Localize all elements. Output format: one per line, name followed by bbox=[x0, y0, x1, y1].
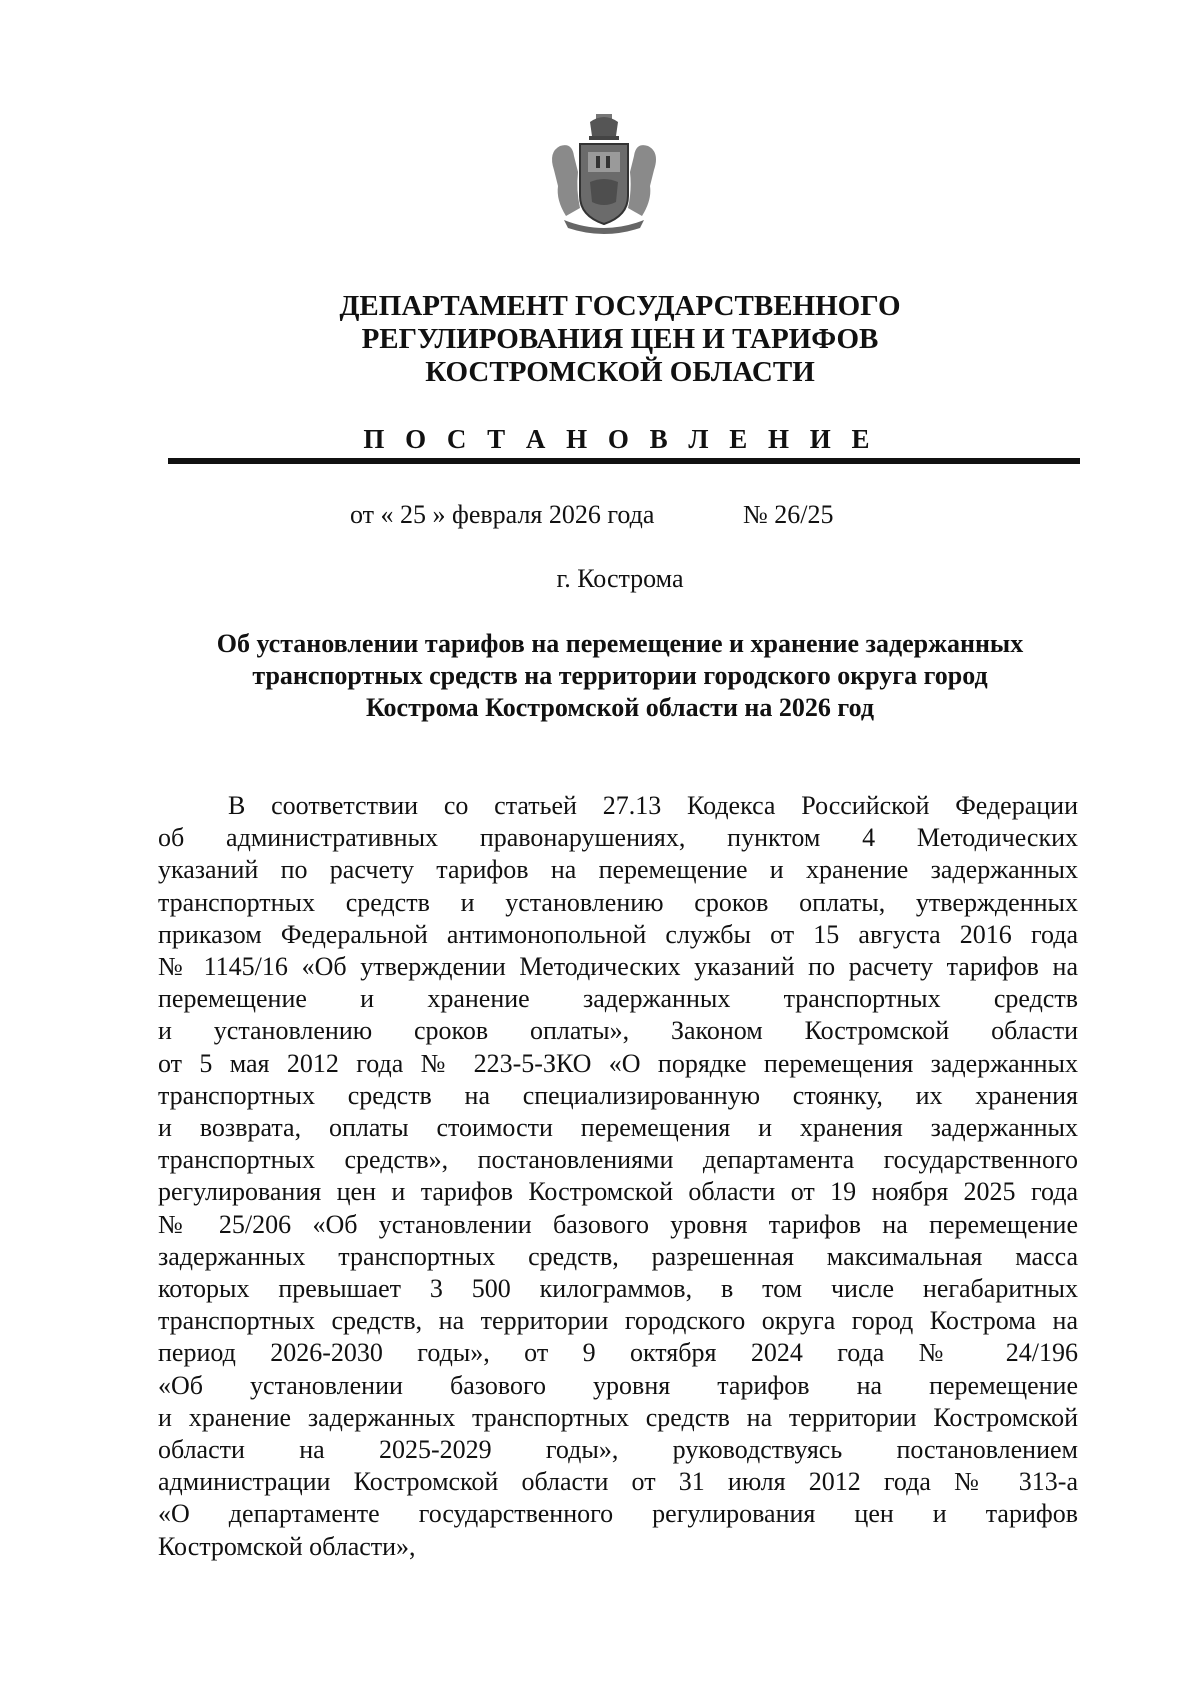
body-line: Костромской области», bbox=[158, 1531, 416, 1561]
decree-city: г. Кострома bbox=[556, 564, 684, 593]
body-line: приказом Федеральной антимонопольной службы от 15 августа 2016 года bbox=[158, 919, 1078, 949]
body-line: период 2026-2030 годы», от 9 октября 2024 года № 24/196 bbox=[158, 1338, 1078, 1368]
subject-line: транспортных средств на территории городского округа город bbox=[252, 661, 988, 690]
subject-line: Кострома Костромской области на 2026 год bbox=[366, 693, 874, 722]
body-line: транспортных средств», постановлениями департамента государственного bbox=[158, 1145, 1078, 1175]
organization-name-line-3: КОСТРОМСКОЙ ОБЛАСТИ bbox=[425, 356, 815, 388]
body-line: задержанных транспортных средств, разрешенная максимальная масса bbox=[158, 1241, 1078, 1271]
body-line: № 25/206 «Об установлении базового уровня тарифов на перемещение bbox=[158, 1209, 1078, 1239]
body-line: перемещение и хранение задержанных транспортных средств bbox=[158, 984, 1078, 1014]
body-line: транспортных средств на специализированную стоянку, их хранения bbox=[158, 1080, 1078, 1110]
body-line: от 5 мая 2012 года № 223-5-ЗКО «О порядке перемещения задержанных bbox=[158, 1048, 1078, 1078]
body-line: «Об установлении базового уровня тарифов на перемещение bbox=[158, 1370, 1078, 1400]
decree-body bbox=[158, 790, 1078, 1563]
body-line: В соответствии со статьей 27.13 Кодекса Российской Федерации bbox=[228, 791, 1078, 820]
coat-of-arms-icon bbox=[544, 112, 664, 240]
decree-date: от « 25 » февраля 2026 года bbox=[350, 500, 655, 529]
header-divider bbox=[168, 458, 1080, 464]
organization-name-line-1: ДЕПАРТАМЕНТ ГОСУДАРСТВЕННОГО bbox=[339, 290, 901, 322]
document-type-title: П О С Т А Н О В Л Е Н И Е bbox=[363, 424, 877, 454]
body-line: и установлению сроков оплаты», Законом Костромской области bbox=[158, 1016, 1078, 1046]
body-line: транспортных средств и установлению сроков оплаты, утвержденных bbox=[158, 887, 1078, 917]
body-line: и хранение задержанных транспортных средств на территории Костромской bbox=[158, 1402, 1078, 1432]
body-line: «О департаменте государственного регулирования цен и тарифов bbox=[158, 1499, 1078, 1529]
body-line: которых превышает 3 500 килограммов, в том числе негабаритных bbox=[158, 1274, 1078, 1304]
body-line: области на 2025-2029 годы», руководствуясь постановлением bbox=[158, 1435, 1078, 1465]
body-line: и возврата, оплаты стоимости перемещения и хранения задержанных bbox=[158, 1113, 1078, 1143]
body-line: транспортных средств, на территории городского округа город Кострома на bbox=[158, 1306, 1078, 1336]
body-line: администрации Костромской области от 31 июля 2012 года № 313-а bbox=[158, 1467, 1078, 1497]
subject-line: Об установлении тарифов на перемещение и хранение задержанных bbox=[216, 629, 1024, 658]
body-line: регулирования цен и тарифов Костромской области от 19 ноября 2025 года bbox=[158, 1177, 1078, 1207]
decree-number: № 26/25 bbox=[743, 500, 834, 529]
body-line: указаний по расчету тарифов на перемещение и хранение задержанных bbox=[158, 855, 1078, 885]
body-line: об административных правонарушениях, пунктом 4 Методических bbox=[158, 823, 1078, 853]
body-line: № 1145/16 «Об утверждении Методических указаний по расчету тарифов на bbox=[158, 952, 1078, 982]
organization-header bbox=[160, 290, 1080, 389]
organization-name-line-2: РЕГУЛИРОВАНИЯ ЦЕН И ТАРИФОВ bbox=[361, 323, 879, 355]
decree-subject bbox=[160, 628, 1080, 724]
